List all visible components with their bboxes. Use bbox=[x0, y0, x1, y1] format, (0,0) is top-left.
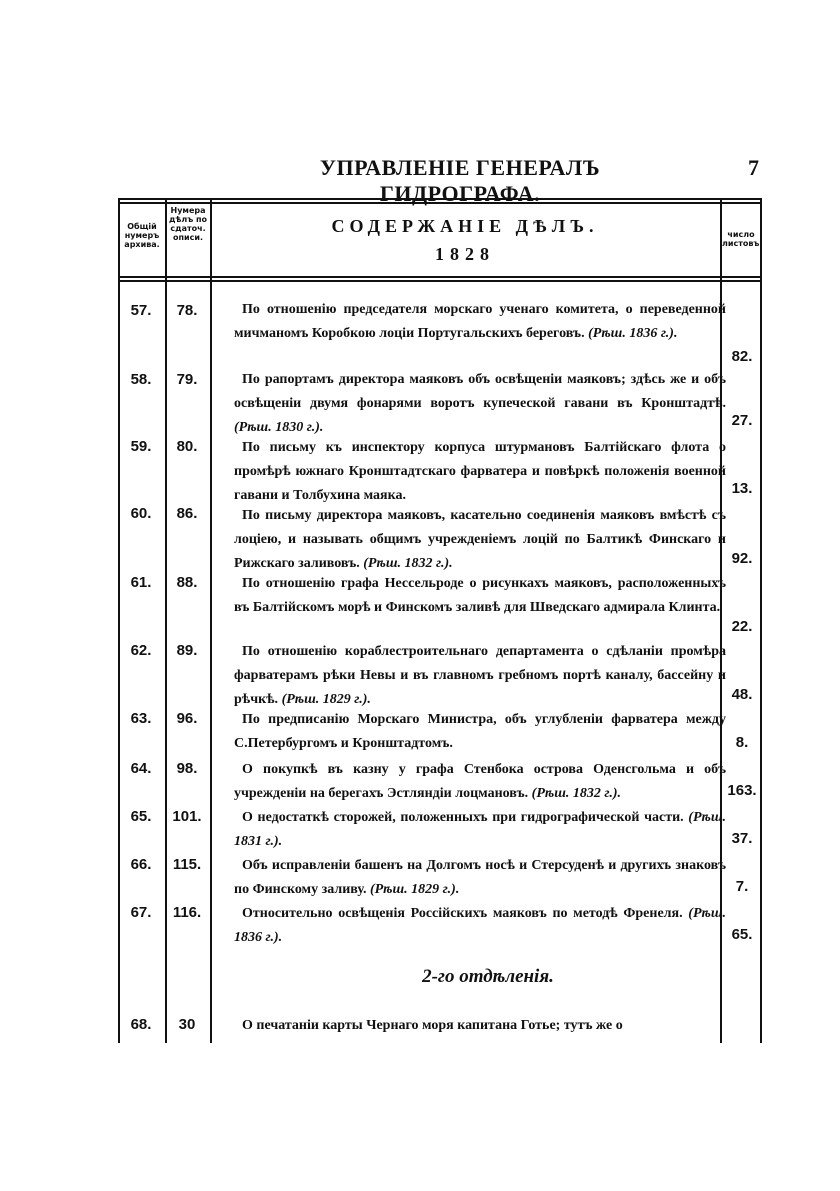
row-general-number: 66. bbox=[130, 856, 152, 873]
col-header-sheets: число листовъ. bbox=[722, 230, 763, 248]
row-text: По отношенію председателя морскаго ученаго комитета, о переведенной мичманомъ Коробкою лоціи Португальскихъ береговъ. bbox=[234, 302, 726, 341]
row-description bbox=[234, 758, 726, 806]
row-general-number: 63. bbox=[130, 710, 152, 727]
row-reference: (Рѣш. 1836 г.). bbox=[588, 326, 678, 341]
row-description bbox=[234, 640, 726, 712]
row-sheet-count: 7. bbox=[735, 878, 749, 895]
row-general-number: 62. bbox=[130, 642, 152, 659]
row-sheet-count: 82. bbox=[731, 348, 753, 365]
table-header-rule-inner bbox=[118, 280, 762, 282]
row-case-number: 79. bbox=[176, 371, 198, 388]
row-reference: (Рѣш. 1836 г.). bbox=[234, 906, 726, 945]
row-case-number: 101. bbox=[172, 808, 202, 825]
row-general-number: 57. bbox=[130, 302, 152, 319]
row-case-number: 116. bbox=[172, 904, 202, 921]
row-general-number: 65. bbox=[130, 808, 152, 825]
row-text: Относительно освѣщенія Россійскихъ маяковъ по методѣ Френеля. bbox=[242, 906, 683, 921]
row-text: По письму къ инспектору корпуса штурмановъ Балтійскаго флота о промѣрѣ южнаго Кронштадтскаго фарватера и повѣркѣ положенія военной гавани и Толбухина маяка. bbox=[234, 440, 726, 503]
row-general-number: 58. bbox=[130, 371, 152, 388]
row-sheet-count: 8. bbox=[735, 734, 749, 751]
table-top-rule-inner bbox=[118, 202, 762, 204]
row-case-number: 30 bbox=[178, 1016, 196, 1033]
row-description bbox=[234, 572, 726, 620]
row-sheet-count: 163. bbox=[727, 782, 757, 799]
row-text: О печатаніи карты Чернаго моря капитана Готье; тутъ же о bbox=[242, 1018, 623, 1033]
row-reference: (Рѣш. 1831 г.). bbox=[234, 810, 727, 849]
row-case-number: 88. bbox=[176, 574, 198, 591]
row-sheet-count: 48. bbox=[731, 686, 753, 703]
row-general-number: 67. bbox=[130, 904, 152, 921]
row-sheet-count: 37. bbox=[731, 830, 753, 847]
row-text: По письму директора маяковъ, касательно соединенія маяковъ вмѣстѣ съ лоціею, и называть общимъ учрежденіемъ лоцій по Балтикѣ Финскаго и Рижскаго заливовъ. bbox=[234, 508, 726, 571]
row-case-number: 96. bbox=[176, 710, 198, 727]
row-text: О недостаткѣ сторожей, положенныхъ при гидрографической части. bbox=[242, 810, 684, 825]
row-description bbox=[234, 1014, 726, 1038]
row-case-number: 80. bbox=[176, 438, 198, 455]
row-text: По рапортамъ директора маяковъ объ освѣщеніи маяковъ; здѣсь же и объ освѣщеніи двумя фонарями воротъ купеческой гавани въ Кронштадтѣ. bbox=[234, 372, 726, 411]
table-header-rule bbox=[118, 276, 762, 278]
row-reference: (Рѣш. 1832 г.). bbox=[531, 786, 622, 801]
row-reference: (Рѣш. 1832 г.). bbox=[363, 556, 453, 571]
row-text: О покупкѣ въ казну у графа Стенбока острова Оденсгольма и объ учрежденіи на берегахъ Эстляндіи лоцмановъ. bbox=[234, 762, 726, 801]
col-header-general-number: Общій нумеръ архива. bbox=[124, 222, 160, 249]
section-title: 2-го отдѣленія. bbox=[422, 966, 554, 987]
row-case-number: 115. bbox=[172, 856, 202, 873]
row-sheet-count: 13. bbox=[731, 480, 753, 497]
row-general-number: 64. bbox=[130, 760, 152, 777]
row-reference: (Рѣш. 1830 г.). bbox=[234, 420, 324, 435]
row-case-number: 78. bbox=[176, 302, 198, 319]
row-case-number: 89. bbox=[176, 642, 198, 659]
row-description bbox=[234, 708, 726, 756]
row-case-number: 86. bbox=[176, 505, 198, 522]
col-header-case-number: Нумера дѣлъ по сдаточ. описи. bbox=[168, 206, 208, 242]
content-title: СОДЕРЖАНІЕ ДѢЛЪ. bbox=[331, 216, 599, 236]
row-general-number: 60. bbox=[130, 505, 152, 522]
content-year: 1828 bbox=[435, 244, 495, 264]
row-sheet-count: 65. bbox=[731, 926, 753, 943]
row-description bbox=[234, 504, 726, 576]
row-description bbox=[234, 436, 726, 508]
row-sheet-count: 22. bbox=[731, 618, 753, 635]
row-description bbox=[234, 806, 726, 854]
row-description bbox=[234, 902, 726, 950]
row-general-number: 61. bbox=[130, 574, 152, 591]
row-description bbox=[234, 368, 726, 440]
table-top-rule bbox=[118, 198, 762, 200]
row-reference: (Рѣш. 1829 г.). bbox=[369, 882, 460, 897]
archive-table bbox=[118, 198, 762, 1043]
row-description bbox=[234, 298, 726, 346]
row-general-number: 59. bbox=[130, 438, 152, 455]
row-sheet-count: 92. bbox=[731, 550, 753, 567]
row-text: По отношенію кораблестроительнаго департамента о сдѣланіи промѣра фарватерамъ рѣки Невы и въ главномъ гребномъ портѣ каналу, бассейну и рѣчкѣ. bbox=[234, 644, 726, 707]
row-reference: (Рѣш. 1829 г.). bbox=[281, 692, 371, 707]
col-rule-2 bbox=[210, 198, 212, 1043]
row-description bbox=[234, 854, 726, 902]
row-general-number: 68. bbox=[130, 1016, 152, 1033]
row-text: Объ исправленіи башенъ на Долгомъ носѣ и Стерсуденѣ и другихъ знаковъ по Финскому заливу. bbox=[234, 858, 726, 897]
page-number: 7 bbox=[748, 155, 759, 180]
row-text: По предписанію Морскаго Министра, объ углубленіи фарватера между С.Петербургомъ и Кронштадтомъ. bbox=[234, 712, 726, 751]
row-sheet-count: 27. bbox=[731, 412, 753, 429]
row-case-number: 98. bbox=[176, 760, 198, 777]
row-text: По отношенію графа Нессельроде о рисункахъ маяковъ, расположенныхъ въ Балтійскомъ морѣ и Финскомъ заливѣ для Шведскаго адмирала Клинта. bbox=[234, 576, 726, 615]
page-header-title: УПРАВЛЕНІЕ ГЕНЕРАЛЪ ГИДРОГРАФА. bbox=[319, 155, 601, 206]
